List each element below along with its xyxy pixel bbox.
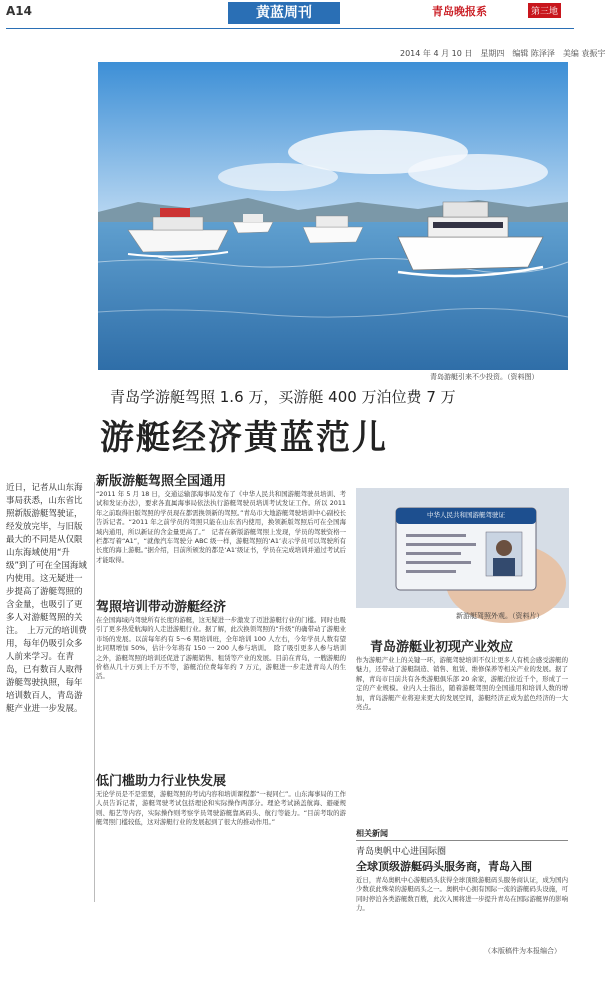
main-photo-caption: 青岛游艇引来不少投资。（资料图） bbox=[430, 373, 539, 381]
article-subhead: 青岛学游艇驾照 1.6 万，买游艇 400 万泊位费 7 万 bbox=[110, 388, 456, 406]
license-heading: 中华人民共和国游艇驾驶证 bbox=[427, 511, 505, 519]
section-4-title: 青岛游艇业初现产业效应 bbox=[370, 640, 514, 655]
section-1-body: “2011 年 5 月 18 日，交通运输部海事局发布了《中华人民共和国游艇驾驶员培训、考试和发证办法》，要求各直属海事局依法执行游艇驾驶员培训考试发证工作。所以 2011 年之前取得旧版驾照的学员现在都需换领新的驾照。”青岛市大地游艇驾驶培训中心副校长告诉记者。“2011 年之前学员的驾照只能在山东省内使用，换领新版驾照后可在全国海域内通用，所以新证的含金量更高了。” 记者在新版游艇驾照上发现，学员的驾驶资格一栏都写着“A1”，“就像汽车驾驶分 ABC 级一样，游艇驾照的‘A1’表示学员可以驾驶所有长度的海上游艇。”据介绍，目前所颁发的都是‘A1’级证书，学员在完成培训并通过考试后才能取得。 bbox=[96, 490, 346, 564]
section-2-body: 在全国海域内驾驶所有长度的游艇，这无疑进一步激发了迈进游艇行业的门槛。同时也吸引了更多热爱航海的人走进游艇行业。据了解，此次换领驾照的“升级”的确带动了游艇业市场的发展。以前每年约有 5～6 期培训班，全年培训 100 人左右，今年学员人数有望比同期增加 50%，估计今年将有 150 一 200 人参与培训。 除了吸引更多人参与培训之外，游艇驾照的培训还促进了游艇销售、租赁等产业的发展。目前在青岛，一艘游艇的价格从几十万到上千万不等，游艇泊位费每年约 7 万元，游艇进一步走进青岛人的生活。 bbox=[96, 616, 346, 681]
header-divider bbox=[6, 28, 574, 29]
section-1-title: 新版游艇驾照全国通用 bbox=[96, 474, 227, 489]
footer-note: （本版稿件为本报编合） bbox=[484, 947, 561, 955]
yacht-scene-illustration bbox=[98, 62, 568, 370]
license-illustration bbox=[356, 488, 569, 608]
brand-name: 青岛晚报 bbox=[432, 5, 476, 18]
section-3-body: 无论学员是不是需要，游艇驾照的考试内容和培训课程都“一视同仁”。山东海事局的工作人员告诉记者，游艇驾驶考试包括理论和实际操作两部分。理论考试涵盖航海、避碰规则、船艺等内容，实际操作则考察学员驾驶游艇靠离码头、航行等能力。“目前考取的游艇驾照门槛较低，这对游艇行业的发展起到了很大的推动作用。” bbox=[96, 790, 346, 827]
related-news-label: 相关新闻 bbox=[356, 829, 388, 838]
main-photo-yachts bbox=[98, 62, 568, 370]
side-photo-license bbox=[356, 488, 569, 608]
related-news-subtitle: 青岛奥帆中心进国际圈 bbox=[356, 847, 447, 857]
section-title: 黄蓝周刊 bbox=[228, 2, 340, 24]
article-lead: 近日，记者从山东海事局获悉，山东省比照新版游艇驾驶证，经发放完毕，与旧版最大的不同是从仅限山东海域使用“升级”到了可在全国海域内使用。这无疑进一步提高了游艇驾照的含金量，也吸引了更多人对游艇驾照的关注。 上万元的培训费用，每年仍吸引众多人前来学习。在青岛，已有数百人取得游艇驾驶执照，每年培训数百人，青岛游艇产业进一步发展。 bbox=[6, 482, 95, 902]
side-photo-caption: 新游艇驾照外观。（资料片） bbox=[456, 612, 544, 620]
related-news-divider bbox=[356, 840, 568, 841]
related-news-body: 近日，青岛奥帆中心游艇码头获得全球顶级游艇码头服务商认证，成为国内少数获此殊荣的游艇码头之一。奥帆中心拥有国际一流的游艇码头设施，可同时停泊各类游艇数百艘，此次入围将进一步提升青岛在国际游艇界的影响力。 bbox=[356, 876, 568, 913]
page-number: A14 bbox=[6, 4, 32, 18]
section-3-title: 低门槛助力行业快发展 bbox=[96, 774, 227, 789]
issue-meta: 2014 年 4 月 10 日 星期四 编辑 陈泽泽 美编 袁振宇 bbox=[400, 49, 605, 58]
brand-logo bbox=[432, 3, 487, 19]
article-headline: 游艇经济黄蓝范儿 bbox=[100, 418, 388, 458]
section-4-body: 作为游艇产业上的关键一环，游艇驾驶培训不仅让更多人有机会感受游艇的魅力，还带动了游艇制造、销售、租赁、维修保养等相关产业的发展。据了解，青岛市目前共有各类游艇俱乐部 20 余家，游艇泊位近千个，形成了一定的产业规模。业内人士指出，随着游艇驾照的全国通用和培训人数的增加，青岛游艇产业将迎来更大的发展空间，游艇经济正成为蓝色经济的一大亮点。 bbox=[356, 656, 568, 712]
section-2-title: 驾照培训带动游艇经济 bbox=[96, 600, 227, 615]
brand-suffix: 系 bbox=[476, 5, 487, 18]
related-news-title: 全球顶级游艇码头服务商，青岛入围 bbox=[356, 860, 532, 873]
brand-tag: 第三地 bbox=[528, 3, 561, 18]
